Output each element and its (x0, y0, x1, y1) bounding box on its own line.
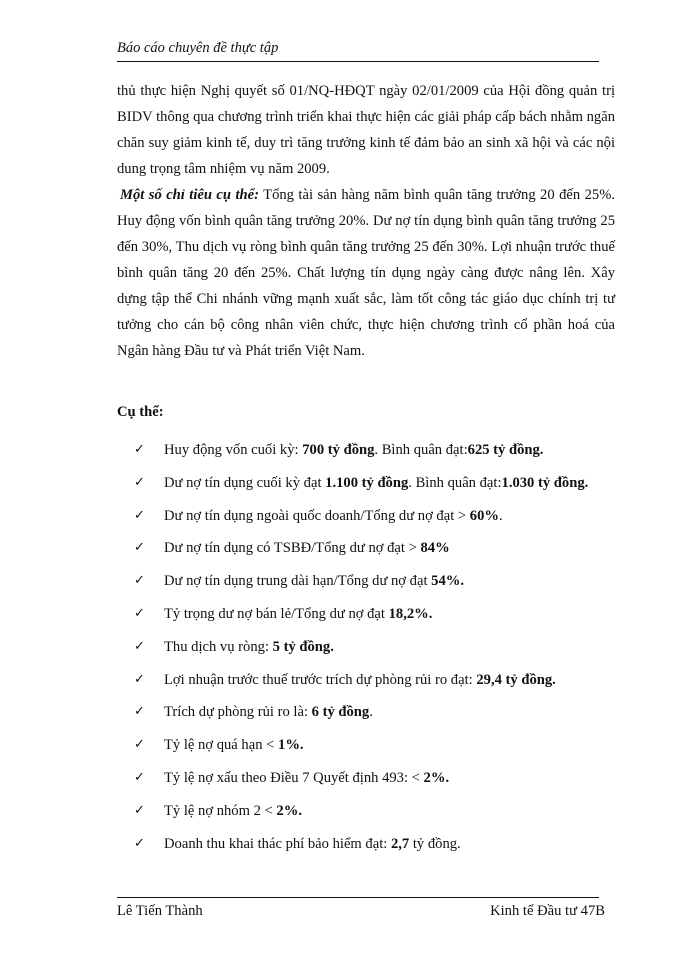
check-icon: ✓ (134, 474, 145, 490)
list-item: ✓ Tỷ lệ nợ nhóm 2 < 2%. (117, 797, 615, 830)
list-item: ✓ Huy động vốn cuối kỳ: 700 tỷ đồng. Bình quân đạt:625 tỷ đồng. (117, 436, 615, 469)
section-title: Cụ thể: (117, 404, 164, 420)
check-icon: ✓ (134, 671, 145, 687)
check-icon: ✓ (134, 835, 145, 851)
paragraph-2-lead: Một số chỉ tiêu cụ thể: (120, 187, 259, 203)
list-item: ✓ Dư nợ tín dụng ngoài quốc doanh/Tổng dư nợ đạt > 60%. (117, 502, 615, 535)
body-text (117, 78, 615, 364)
check-icon: ✓ (134, 605, 145, 621)
list-item: ✓ Doanh thu khai thác phí bảo hiểm đạt: 2,7 tỷ đồng. (117, 830, 615, 863)
footer-divider (117, 897, 599, 898)
footer-class: Kinh tế Đầu tư 47B (490, 903, 605, 919)
list-item: ✓ Tỷ trọng dư nợ bán lẻ/Tổng dư nợ đạt 18,2%. (117, 600, 615, 633)
paragraph-2-text: Tổng tài sản hàng năm bình quân tăng trưởng 20 đến 25%. Huy động vốn bình quân tăng trưởng 20%. Dư nợ tín dụng bình quân tăng trưởng 25 đến 30%, Thu dịch vụ ròng bình quân tăng trưởng 25 đến 30%. Lợi nhuận trước thuế bình quân tăng 20 đến 25%. Chất lượng tín dụng ngày càng được nâng lên. Xây dựng tập thể Chi nhánh vững mạnh xuất sắc, làm tốt công tác giáo dục chính trị tư tưởng cho cán bộ công nhân viên chức, thực hiện chương trình cổ phần hoá của Ngân hàng Đầu tư và Phát triển Việt Nam. (117, 187, 616, 359)
paragraph-1: thủ thực hiện Nghị quyết số 01/NQ-HĐQT ngày 02/01/2009 của Hội đồng quản trị BIDV thông qua chương trình triển khai thực hiện các giải pháp cấp bách nhằm ngăn chăn suy giảm kinh tế, duy trì tăng trưởng kinh tế đảm bảo an sinh xã hội và các nội dung trọng tâm nhiệm vụ năm 2009. (117, 83, 615, 177)
paragraph-2 (117, 182, 615, 364)
footer-author: Lê Tiến Thành (117, 903, 203, 919)
page-header-title: Báo cáo chuyên đề thực tập (117, 40, 279, 56)
list-item: ✓ Dư nợ tín dụng trung dài hạn/Tổng dư nợ đạt 54%. (117, 567, 615, 600)
check-icon: ✓ (134, 769, 145, 785)
check-icon: ✓ (134, 802, 145, 818)
check-icon: ✓ (134, 704, 145, 720)
check-icon: ✓ (134, 638, 145, 654)
list-item: ✓ Dư nợ tín dụng có TSBĐ/Tổng dư nợ đạt > 84% (117, 534, 615, 567)
list-item: ✓ Thu dịch vụ ròng: 5 tỷ đồng. (117, 633, 615, 666)
header-divider (117, 61, 599, 62)
check-icon: ✓ (134, 540, 145, 556)
check-icon: ✓ (134, 507, 145, 523)
list-item: ✓ Tỷ lệ nợ quá hạn < 1%. (117, 731, 615, 764)
list-item: ✓ Lợi nhuận trước thuế trước trích dự phòng rủi ro đạt: 29,4 tỷ đồng. (117, 666, 615, 699)
check-icon: ✓ (134, 573, 145, 589)
list-item: ✓ Trích dự phòng rủi ro là: 6 tỷ đồng. (117, 698, 615, 731)
target-list (117, 436, 615, 862)
list-item: ✓ Dư nợ tín dụng cuối kỳ đạt 1.100 tỷ đồng. Bình quân đạt:1.030 tỷ đồng. (117, 469, 615, 502)
list-item: ✓ Tỷ lệ nợ xấu theo Điều 7 Quyết định 493: < 2%. (117, 764, 615, 797)
check-icon: ✓ (134, 737, 145, 753)
check-icon: ✓ (134, 442, 145, 457)
